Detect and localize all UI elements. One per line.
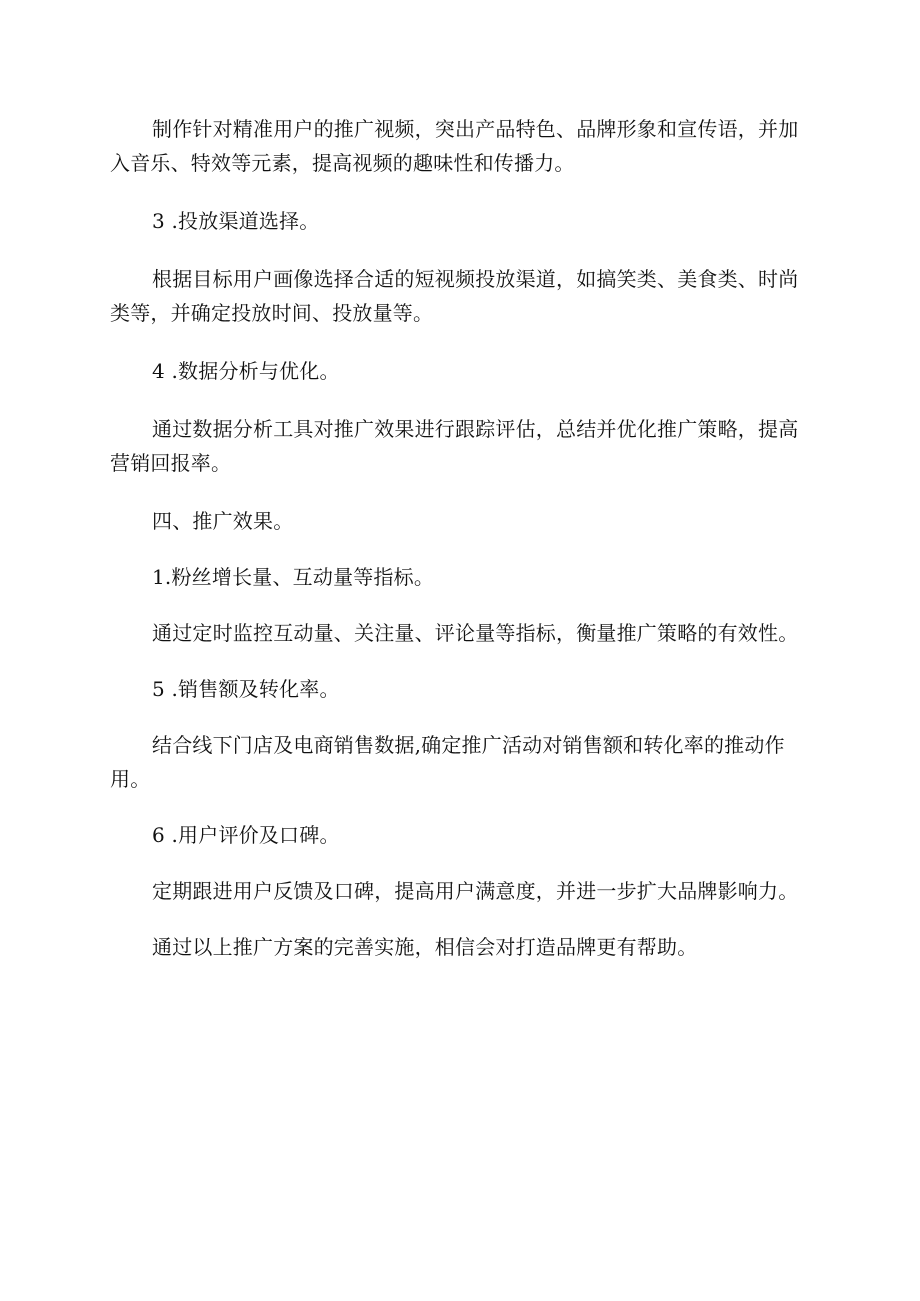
heading-channel-selection: 3 .投放渠道选择。 (152, 209, 320, 233)
heading-sales-conversion: 5 .销售额及转化率。 (152, 677, 340, 701)
paragraph-conclusion: 通过以上推广方案的完善实施，相信会对打造品牌更有帮助。 (152, 935, 698, 959)
heading-data-analysis: 4 .数据分析与优化。 (152, 359, 340, 383)
paragraph-gap (110, 538, 815, 560)
section-heading-promotion-effect: 四、推广效果。 (152, 509, 294, 533)
paragraph-user-reviews: 定期跟进用户反馈及口碑，提高用户满意度，并进一步扩大品牌影响力。 (152, 879, 799, 903)
paragraph-data-analysis: 通过数据分析工具对推广效果进行跟踪评估，总结并优化推广策略，提高营销回报率。 (110, 417, 799, 475)
paragraph-gap (110, 852, 815, 874)
paragraph-gap (110, 480, 815, 504)
paragraph-gap (110, 650, 815, 672)
paragraph-gap (110, 796, 815, 818)
paragraph-gap (110, 180, 815, 204)
paragraph-gap (110, 388, 815, 412)
document-body (110, 112, 815, 964)
paragraph-gap (110, 330, 815, 354)
paragraph-channel-selection: 根据目标用户画像选择合适的短视频投放渠道，如搞笑类、美食类、时尚类等，并确定投放时间、投放量等。 (110, 267, 799, 325)
heading-fan-growth: 1.粉丝增长量、互动量等指标。 (152, 565, 435, 589)
heading-user-reviews: 6 .用户评价及口碑。 (152, 823, 340, 847)
paragraph-video-production: 制作针对精准用户的推广视频，突出产品特色、品牌形象和宣传语，并加入音乐、特效等元素，提高视频的趣味性和传播力。 (110, 117, 799, 175)
paragraph-gap (110, 238, 815, 262)
paragraph-sales-conversion: 结合线下门店及电商销售数据,确定推广活动对销售额和转化率的推动作用。 (110, 733, 785, 791)
paragraph-gap (110, 706, 815, 728)
paragraph-gap (110, 908, 815, 930)
paragraph-gap (110, 594, 815, 616)
paragraph-fan-growth: 通过定时监控互动量、关注量、评论量等指标，衡量推广策略的有效性。 (152, 621, 799, 645)
